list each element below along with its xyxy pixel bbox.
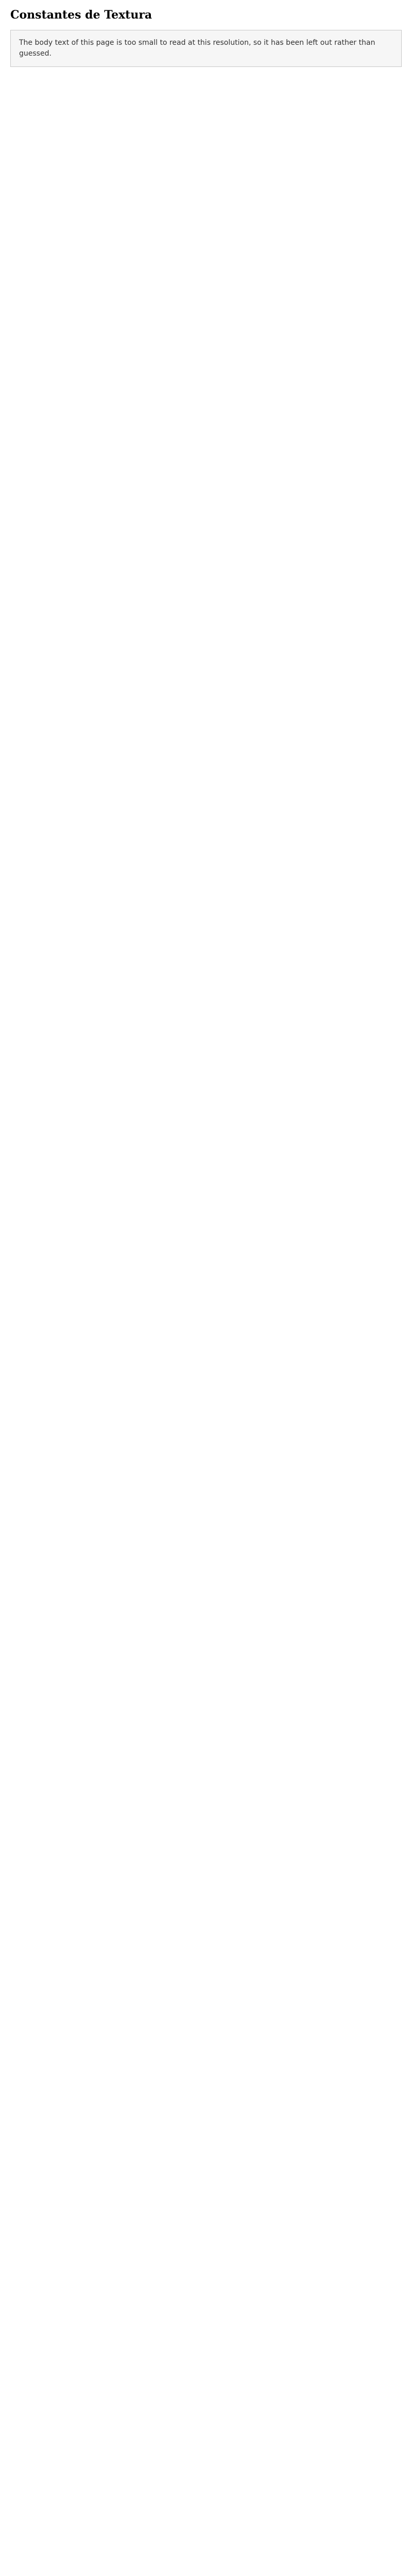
placeholder-notice: The body text of this page is too small to read at this resolution, so it has been left out rather than guessed. [10, 30, 402, 67]
page-title: Constantes de Textura [10, 8, 152, 22]
